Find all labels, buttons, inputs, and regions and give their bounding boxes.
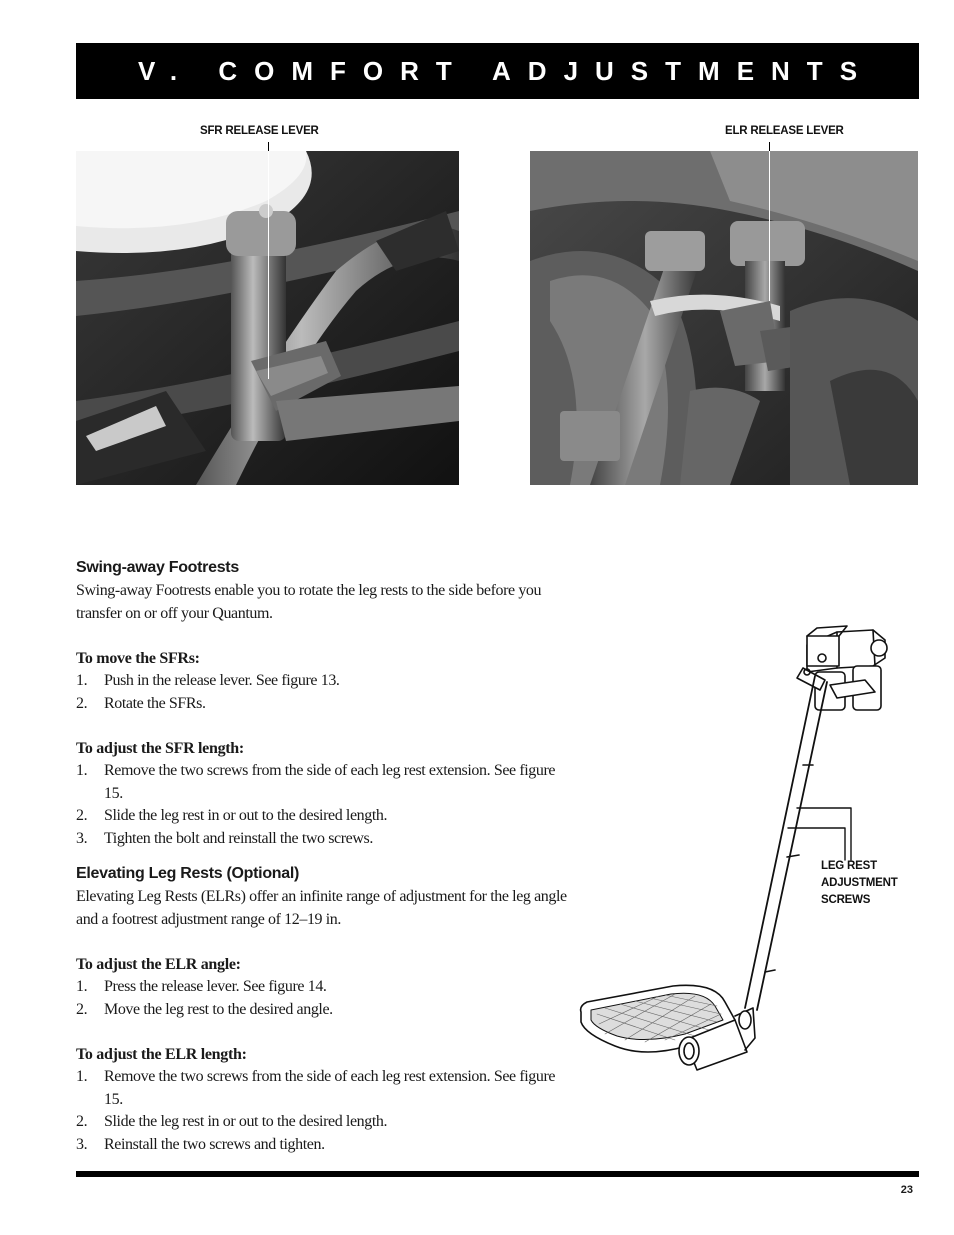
list-item: 3. Reinstall the two screws and tighten. [76, 1135, 325, 1153]
sfr-length-heading: To adjust the SFR length: [76, 739, 244, 757]
swing-away-intro: Swing-away Footrests enable you to rotate the leg rests to the side before you transfer on or off your Quantum. [76, 582, 542, 622]
list-item: 2. Slide the leg rest in or out to the desired length. [76, 1113, 388, 1130]
elr-angle-steps [76, 976, 568, 1021]
footer-rule [76, 1171, 919, 1177]
elr-photo [530, 151, 918, 485]
elr-length-steps [76, 1066, 568, 1156]
leg-rest-adjustment-screws-label: LEG REST ADJUSTMENT SCREWS [821, 860, 898, 906]
elevating-leg-rests-heading: Elevating Leg Rests (Optional) [76, 865, 300, 882]
move-sfrs-steps [76, 670, 568, 715]
sfr-length-steps [76, 760, 568, 850]
list-item: 2. Rotate the SFRs. [76, 694, 206, 712]
list-item: 3. Tighten the bolt and reinstall the two screws. [76, 829, 373, 847]
list-item: 1. Push in the release lever. See figure 13. [76, 672, 340, 689]
list-item: 1. Press the release lever. See figure 14. [76, 978, 327, 995]
list-item: 1. Remove the two screws from the side of each leg rest extension. See figure 15. [76, 762, 556, 802]
sfr-release-lever-label: SFR RELEASE LEVER [200, 125, 319, 137]
list-item: 2. Slide the leg rest in or out to the desired length. [76, 807, 388, 824]
sfr-leader-line [268, 151, 269, 379]
section-title: V. COMFORT ADJUSTMENTS [137, 55, 875, 86]
leg-rest-diagram [575, 610, 905, 1075]
section-title-bar [76, 43, 919, 99]
move-sfrs-heading: To move the SFRs: [76, 649, 200, 667]
list-item: 2. Move the leg rest to the desired angle. [76, 1000, 333, 1018]
instructions-column [76, 556, 568, 1156]
swing-away-heading: Swing-away Footrests [76, 559, 239, 576]
page-number: 23 [900, 1184, 913, 1196]
list-item: 1. Remove the two screws from the side of each leg rest extension. See figure 15. [76, 1068, 556, 1108]
elr-leader-line [769, 151, 770, 301]
elr-release-lever-label: ELR RELEASE LEVER [725, 125, 844, 137]
elr-length-heading: To adjust the ELR length: [76, 1045, 247, 1063]
elevating-leg-rests-intro: Elevating Leg Rests (ELRs) offer an infinite range of adjustment for the leg angle and a footrest adjustment range of 12–19 in. [76, 888, 567, 928]
elr-angle-heading: To adjust the ELR angle: [76, 955, 241, 973]
